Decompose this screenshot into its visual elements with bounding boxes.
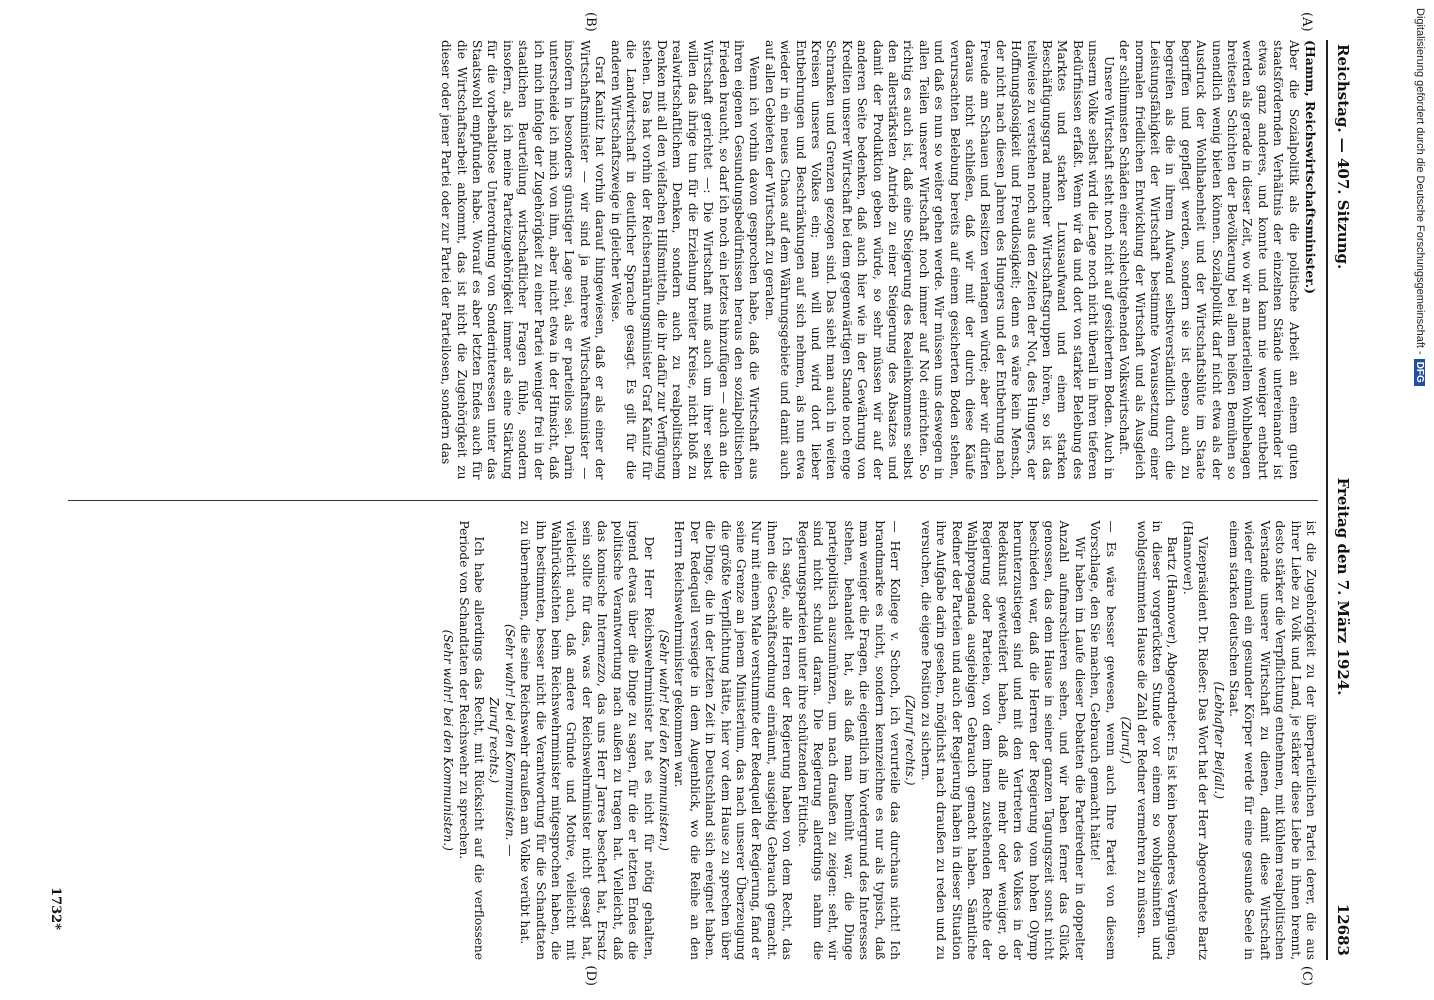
running-head [1330, 40, 1368, 960]
speaker-header: (Hamm, Reichswirtschaftsminister.) [1303, 40, 1318, 294]
paragraph: ist die Zugehörigkeit zu der überparteilichen Partei derer, die aus ihrer Liebe zu Volk und Land, je stärker diese Liebe in ihnen brennt, desto stärker die Verpflichtung entnehmen, mit kühlem realpolitischen Verstande unserer Wirtschaft zu dienen, damit diese Wirtschaft wieder einmal ein gesunder Körper werde für eine gesunde Seele in einem starken deutschen Staat. [1226, 520, 1318, 960]
paragraph: Wir haben im Laufe dieser Debatten die Parteiredner in doppelter Anzahl aufmarschieren sehen, und wir haben ferner das Glück genossen, das dem Hause in seiner ganzen Tagungszeit sonst nicht beschieden war, daß die Herren der Regierung vom hohen Olymp herunterzustiegen sind und mit den Vertretern des Volkes in der Redekunst gewetteifert haben, daß alle mehr oder weniger, ob Regierung oder Parteien, von dem ihnen zustehenden Rechte der Wahlpropaganda ausgiebigen Gebrauch gemacht haben. Sämtliche Redner der Parteien und auch der Regierung haben in dieser Situation ihre Aufgabe darin gesehen, möglichst nach draußen zu reden und zu versuchen, die eigene Position zu sichern. [918, 520, 1087, 960]
right-column [68, 500, 1318, 961]
paragraph: Ich sagte, alle Herren der Regierung haben von dem Recht, das ihnen die Geschäftsordnung einräumt, ausgiebig Gebrauch gemacht. Nur mit einem Male verstummte der Redequell der Regierung, fand er seine Grenze an jenem Ministerium, das nach unserer Überzeugung die größte Verpflichtung hätte, hier vor dem Hause zu sprechen über die Dinge, die in der letzten Zeit in Deutschland sich ereignet haben. Der Redequell versiegte in dem Augenblick, wo die Reihe an den Herrn Reichswehrminister gekommen war. [672, 520, 795, 960]
paragraph: Wenn ich vorhin davon gesprochen habe, daß die Wirtschaft aus ihren eigenen Gesundungsbedürfnissen heraus den sozialpolitischen Frieden braucht, so darf ich noch ein letztes hinzufügen — auch an die Wirtschaft gerichtet —: Die Wirtschaft muß auch um ihrer selbst willen das ihrige tun für die Erziehung breiter Kreise, nicht bloß zu realwirtschaftlichem Denken, sondern auch zu realpolitischem Denken mit all den vielfachen Hilfsmitteln, die ihr dafür zur Verfügung stehen. Das hat vorhin der Reichsernährungsminister Graf Kanitz für die Landwirtschaft in deutlicher Sprache gesagt. Es gilt für die anderen Wirtschaftszweige in gleicher Weise. [608, 40, 762, 480]
signature-mark: 1732* [48, 887, 63, 930]
text-columns [68, 12, 1318, 986]
margin-marker-c: (C) [1299, 965, 1314, 986]
paragraph: Ich habe allerdings das Recht, mit Rücksicht auf die verflossene Periode von Schandtaten der Reichswehr zu sprechen. [456, 520, 487, 960]
credit-text: Digitalisierung gefördert durch die Deutsche Forschungsgemeinschaft - [1414, 8, 1426, 355]
interjection: Zuruf rechts.) [487, 697, 502, 784]
paragraph: Unsere Wirtschaft steht noch nicht auf gesichertem Boden. Auch in unserm Volke selbst wird die Lage noch nicht überall in ihren tieferen Bedürfnissen erfaßt. Wenn wir da und dort von starker Belebung des Marktes und starken Luxusaufwand und einem starken Beschäftigungsgrad mancher Wirtschaftsgruppen hören, so ist das teilweise zu verstehen noch aus den Zeiten der Not, des Hungers, der Hoffnungslosigkeit und Freudlosigkeit; denn es wäre kein Mensch, der nicht nach diesen Jahren des Hungers und der Entbehrung nach Freude am Schauen und Besitzen verlangen würde; aber wir dürfen daraus nicht schließen, daß wir mit der durch diese Käufe verursachten Belebung bereits auf einem gesicherten Boden stehen, und daß es nun so weiter gehen werde. Wir müssen uns deswegen in allen Teilen unserer Wirtschaft noch immer auf Not einrichten. So richtig es auch ist, daß eine Steigerung des Realeinkommens selbst den allerstärksten Antrieb zu einer Steigerung des Absatzes und damit der Produktion geben würde, so sehr müssen wir auf der anderen Seite bedenken, daß auch hier wie in der Gewährung von Krediten unserer Wirtschaft bei dem gegenwärtigen Stande noch enge Schranken und Grenzen gezogen sind. Das sieht man auch in weiten Kreisen unseres Volkes ein; man will und wird dort lieber Entbehrungen und Beschränkungen auf sich nehmen, als nun etwa wieder in ein neues Chaos auf dem Währungsgebiete und damit auch auf allen Gebieten der Wirtschaft zu geraten. [762, 40, 1116, 480]
paragraph: Der Herr Reichswehrminister hat es nicht für nötig gehalten, irgend etwas über die Dinge zu sagen, für die er letzten Endes die politische Verantwortung nach außen zu tragen hat. Vielleicht, daß das komische Intermezzo, das uns Herr Jarres beschert hat, Ersatz sein sollte für das, was der Reichswehrminister nicht gesagt hat, vielleicht auch, daß andere Gründe und Motive, vielleicht mit Wahlrücksichten beim Reichswehrminister mitgesprochen haben, die ihn bestimmten, besser nicht die Verantwortung für die Schandtaten zu übernehmen, die seine Reichswehr draußen am Volke verübt hat. [518, 520, 656, 960]
paragraph: Vizepräsident Dr. Rießer: Das Wort hat der Herr Abgeordnete Bartz (Hannover). [1180, 520, 1211, 960]
paragraph: — Es wäre besser gewesen, wenn auch Ihre Partei von diesem Vorschlage, den Sie machen, Gebrauch gemacht hätte! [1088, 520, 1118, 960]
interjection: (Sehr wahr! bei den Kommunisten.) [656, 629, 671, 851]
margin-marker-d: (D) [583, 965, 598, 986]
left-column [68, 40, 1318, 500]
interjection: (Zuruf rechts.) [903, 694, 918, 786]
document-page [12, 0, 1412, 1000]
interjection: (Sehr wahr! bei den Kommunisten. — [502, 623, 517, 857]
margin-marker-a: (A) [1299, 12, 1314, 32]
digitization-credit [1414, 8, 1426, 386]
interjection: (Zuruf.) [1119, 716, 1134, 764]
page-number: 12683 [1334, 903, 1352, 956]
paragraph: Graf Kanitz hat vorhin darauf hingewiesen, daß er als einer der Wirtschaftsminister — wir sind ja mehrere Wirtschaftsminister — insofern in besonders günstiger Lage sei, als er parteilos sei. Darin unterscheide ich mich von ihm, aber nicht etwa in der Hinsicht, daß ich mich infolge der Zugehörigkeit zu einer Partei weniger frei in der staatlichen Beurteilung wirtschaftlicher Fragen fühle, sondern insofern, als ich meine Parteizugehörigkeit immer als eine Stärkung für die vorbehaltlose Unterordnung von Sonderinteressen unter das Staatswohl empfunden habe. Worauf es aber letzten Endes auch für die Wirtschaftsarbeit ankommt, das ist nicht die Zugehörigkeit zu dieser oder jener Partei oder zur Partei der Parteilosen, sondern das [439, 40, 608, 480]
header-date: Freitag den 7. März 1924. [1334, 477, 1352, 696]
margin-marker-b: (B) [583, 12, 598, 32]
header-left: Reichstag. — 407. Sitzung. [1334, 44, 1352, 270]
dfg-logo: DFG [1415, 359, 1426, 386]
interjection: (Sehr wahr! bei den Kommunisten.) [441, 629, 456, 851]
paragraph: Aber die Sozialpolitik als die politische Arbeit an einem guten staatsfördernden Verhältnis der einzelnen Stände untereinander ist etwas ganz anderes, und konnte und kann nie weniger entbehrt werden als gerade in dieser Zeit, wo wir an materiellem Wohlbehagen breitesten Schichten der Bevölkerung bei allem heißen Bemühen so unendlich wenig bieten können. Sozialpolitik darf nicht etwa als der Ausdruck der Wohlhabenheit und der Wirtschaftsblüte im Staate begriffen und gepflegt werden, sondern sie ist ebenso auch zu begreifen als die in ihrem Aufwand selbstverständlich durch die Leistungsfähigkeit der Wirtschaft bestimmte Voraussetzung einer normalen friedlichen Entwicklung der Wirtschaft und als Ausgleich der schlimmsten Schäden einer schlechtgehenden Volkswirtschaft. [1117, 40, 1301, 480]
paragraph: Bartz (Hannover), Abgeordneter: Es ist kein besonderes Vergnügen, in dieser vorgerückten Stunde vor einem so wohlgesinnten und wohlgestimmten Hause die Zahl der Redner vermehren zu müssen. [1134, 520, 1180, 960]
header-rule [1326, 40, 1328, 960]
interjection: (Lebhafter Beifall.) [1211, 681, 1226, 800]
paragraph: — Herr Kollege v. Schoch, ich verurteile das durchaus nicht! Ich brandmarke es nicht, sondern kennzeichne es nur als typisch, daß man weniger die Fragen, die eigentlich im Vordergrund des Interesses stehen, behandelt hat, als daß man bemüht war, die Dinge parteipolitisch auszumünzen, um nach draußen zu zeigen: seht, wir sind nicht schuld daran. Die Regierung allerdings nahm die Regierungsparteien unter ihre schützenden Fittiche. [795, 520, 903, 960]
